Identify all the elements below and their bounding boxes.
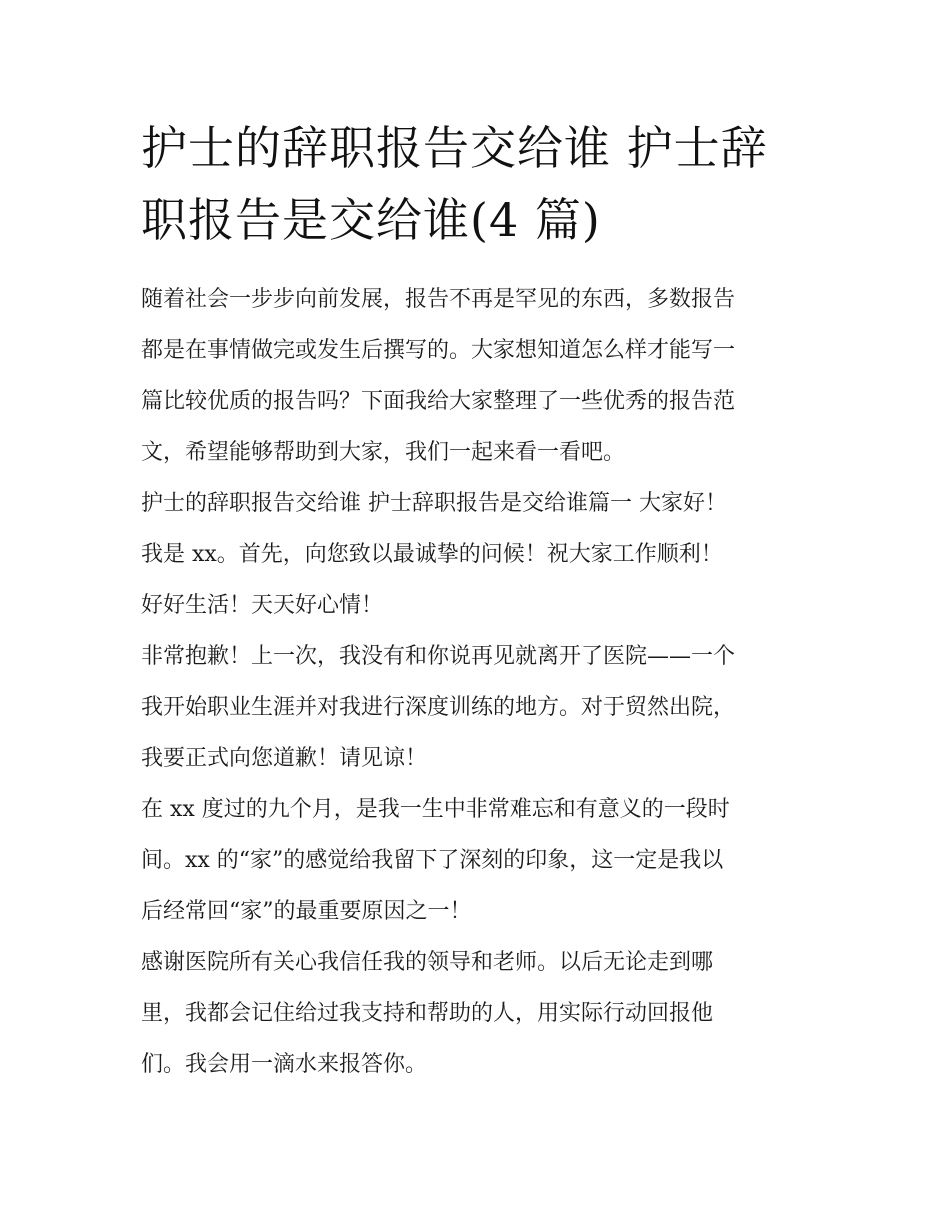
paragraph-line: 我要正式向您道歉！请见谅！ bbox=[141, 746, 428, 771]
document-page bbox=[141, 112, 821, 1090]
paragraph-line: 随着社会一步步向前发展，报告不再是罕见的东西，多数报告 bbox=[141, 287, 736, 312]
paragraph-line: 非常抱歉！上一次，我没有和你说再见就离开了医院——一个 bbox=[141, 644, 736, 669]
paragraph-line: 们。我会用一滴水来报答你。 bbox=[141, 1052, 428, 1077]
paragraph-line: 我是 xx。首先，向您致以最诚挚的问候！祝大家工作顺利！ bbox=[141, 542, 723, 567]
paragraph-intro bbox=[141, 274, 821, 478]
paragraph-line: 好好生活！天天好心情！ bbox=[141, 593, 384, 618]
paragraph-line: 在 xx 度过的九个月，是我一生中非常难忘和有意义的一段时 bbox=[141, 797, 730, 822]
paragraph-line: 间。xx 的“家”的感觉给我留下了深刻的印象，这一定是我以 bbox=[141, 848, 724, 873]
title-line-2: 职报告是交给谁(4 篇) bbox=[141, 193, 601, 247]
paragraph-line: 都是在事情做完或发生后撰写的。大家想知道怎么样才能写一 bbox=[141, 338, 736, 363]
paragraph-line: 篇比较优质的报告吗？下面我给大家整理了一些优秀的报告范 bbox=[141, 389, 736, 414]
paragraph-line: 感谢医院所有关心我信任我的领导和老师。以后无论走到哪 bbox=[141, 950, 714, 975]
title-line-1: 护士的辞职报告交给谁 护士辞 bbox=[141, 121, 768, 175]
paragraph-apology bbox=[141, 631, 821, 784]
paragraph-line: 我开始职业生涯并对我进行深度训练的地方。对于贸然出院， bbox=[141, 695, 736, 720]
paragraph-memories bbox=[141, 784, 821, 937]
paragraph-greeting bbox=[141, 478, 821, 631]
paragraph-line: 后经常回“家”的最重要原因之一！ bbox=[141, 899, 472, 924]
paragraph-line: 护士的辞职报告交给谁 护士辞职报告是交给谁篇一 大家好！ bbox=[141, 491, 727, 516]
document-title bbox=[141, 112, 821, 256]
paragraph-thanks bbox=[141, 937, 821, 1090]
paragraph-line: 里，我都会记住给过我支持和帮助的人，用实际行动回报他 bbox=[141, 1001, 714, 1026]
paragraph-line: 文，希望能够帮助到大家，我们一起来看一看吧。 bbox=[141, 440, 626, 465]
